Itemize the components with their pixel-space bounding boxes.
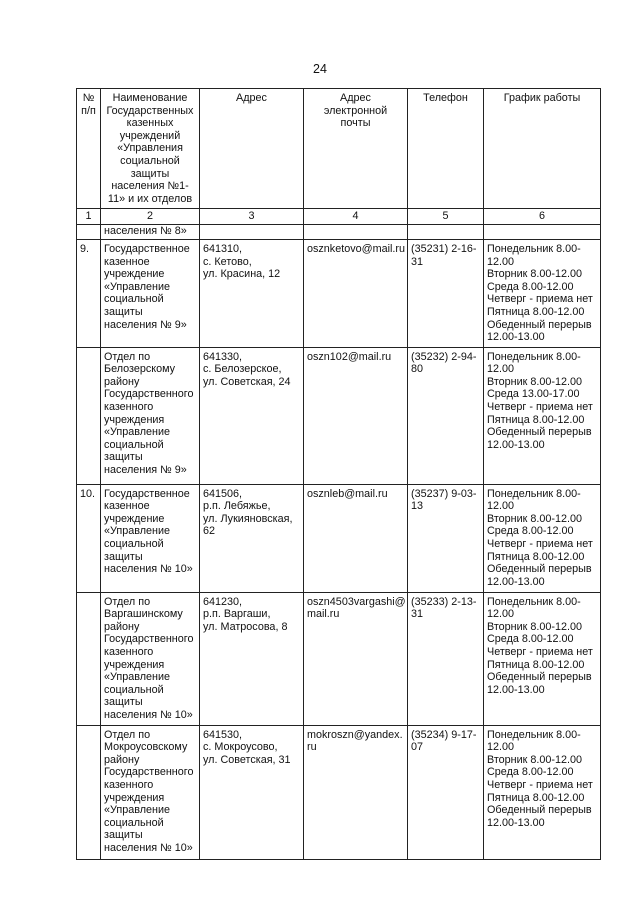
row-num: 9. (77, 239, 101, 347)
header-email: Адрес электронной почты (304, 89, 408, 209)
row-email: oszn102@mail.ru (304, 347, 408, 484)
continuation-row (77, 224, 601, 239)
institutions-table (76, 88, 601, 860)
row-schedule: Понедельник 8.00- 12.00 Вторник 8.00-12.00 Среда 8.00-12.00 Четверг - приема нет Пятница 8.00-12.00 Обеденный перерыв 12.00-13.00 (484, 239, 601, 347)
row-name: Отдел по Варгашинскому району Государственного казенного учреждения «Управление социальной защиты населения № 10» (101, 592, 200, 725)
column-number-row (77, 209, 601, 225)
row-phone: (35234) 9-17- 07 (408, 725, 484, 859)
column-number: 6 (484, 209, 601, 225)
continuation-text: населения № 8» (101, 224, 200, 239)
row-phone: (35231) 2-16- 31 (408, 239, 484, 347)
row-name: Государственное казенное учреждение «Управление социальной защиты населения № 10» (101, 484, 200, 592)
table-cell (408, 224, 484, 239)
table-row (77, 725, 601, 859)
row-email: oszn4503vargashi@ mail.ru (304, 592, 408, 725)
row-schedule: Понедельник 8.00- 12.00 Вторник 8.00-12.00 Среда 8.00-12.00 Четверг - приема нет Пятница 8.00-12.00 Обеденный перерыв 12.00-13.00 (484, 484, 601, 592)
row-name: Отдел по Белозерскому району Государственного казенного учреждения «Управление социальной защиты населения № 9» (101, 347, 200, 484)
header-phone: Телефон (408, 89, 484, 209)
row-num (77, 347, 101, 484)
column-number: 4 (304, 209, 408, 225)
row-phone: (35237) 9-03- 13 (408, 484, 484, 592)
row-address: 641330, с. Белозерское, ул. Советская, 24 (200, 347, 304, 484)
row-email: osznketovo@mail.ru (304, 239, 408, 347)
table-cell (484, 224, 601, 239)
table-row (77, 239, 601, 347)
header-address: Адрес (200, 89, 304, 209)
row-name: Государственное казенное учреждение «Управление социальной защиты населения № 9» (101, 239, 200, 347)
row-phone: (35233) 2-13- 31 (408, 592, 484, 725)
row-schedule: Понедельник 8.00- 12.00 Вторник 8.00-12.00 Среда 8.00-12.00 Четверг - приема нет Пятница 8.00-12.00 Обеденный перерыв 12.00-13.00 (484, 725, 601, 859)
row-address: 641506, р.п. Лебяжье, ул. Лукияновская, 62 (200, 484, 304, 592)
column-number: 3 (200, 209, 304, 225)
column-number: 1 (77, 209, 101, 225)
table-cell (304, 224, 408, 239)
row-address: 641530, с. Мокроусово, ул. Советская, 31 (200, 725, 304, 859)
row-name: Отдел по Мокроусовскому району Государственного казенного учреждения «Управление социальной защиты населения № 10» (101, 725, 200, 859)
row-email: mokroszn@yandex. ru (304, 725, 408, 859)
table-row (77, 484, 601, 592)
row-email: osznleb@mail.ru (304, 484, 408, 592)
row-address: 641310, с. Кетово, ул. Красина, 12 (200, 239, 304, 347)
header-name: Наименование Государственных казенных учреждений «Управления социальной защиты населения №1- 11» и их отделов (101, 89, 200, 209)
header-schedule: График работы (484, 89, 601, 209)
column-number: 5 (408, 209, 484, 225)
table-row (77, 347, 601, 484)
row-address: 641230, р.п. Варгаши, ул. Матросова, 8 (200, 592, 304, 725)
row-num (77, 592, 101, 725)
page-number: 24 (313, 62, 327, 76)
row-schedule: Понедельник 8.00- 12.00 Вторник 8.00-12.00 Среда 8.00-12.00 Четверг - приема нет Пятница 8.00-12.00 Обеденный перерыв 12.00-13.00 (484, 592, 601, 725)
row-num (77, 725, 101, 859)
table-cell (200, 224, 304, 239)
header-row (77, 89, 601, 209)
row-phone: (35232) 2-94- 80 (408, 347, 484, 484)
row-schedule: Понедельник 8.00- 12.00 Вторник 8.00-12.00 Среда 13.00-17.00 Четверг - приема нет Пятница 8.00-12.00 Обеденный перерыв 12.00-13.00 (484, 347, 601, 484)
column-number: 2 (101, 209, 200, 225)
table-cell (77, 224, 101, 239)
header-num: № п/п (77, 89, 101, 209)
table-row (77, 592, 601, 725)
row-num: 10. (77, 484, 101, 592)
